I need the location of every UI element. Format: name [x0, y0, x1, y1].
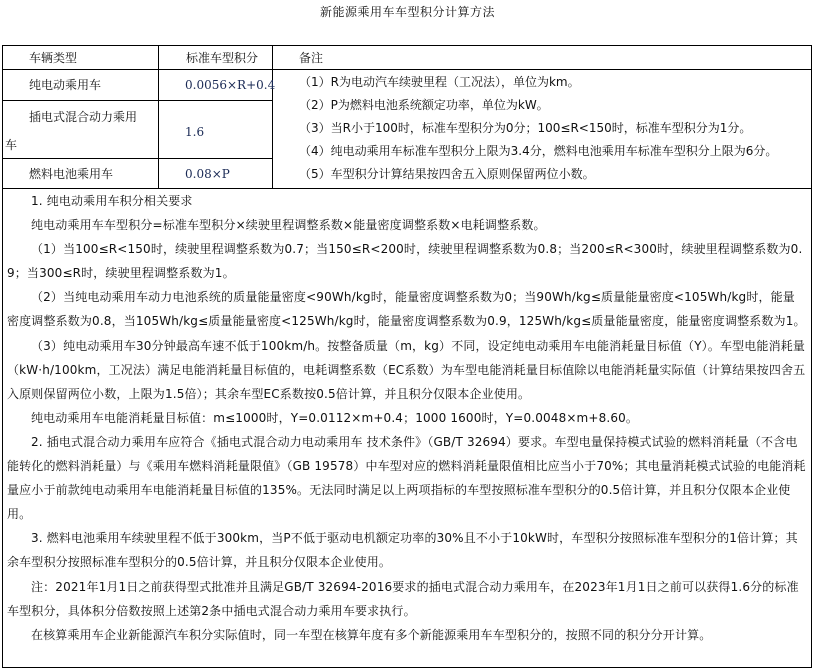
note-2: （2）P为燃料电池系统额定功率，单位为kW。 [299, 98, 549, 112]
details-section [3, 189, 811, 647]
bev-energy-density-coefficient: （2）当纯电动乘用车动力电池系统的质量能量密度<90Wh/kg时，能量密度调整系数为0；当90Wh/kg≤质量能量密度<105Wh/kg时，能量密度调整系数为0.8，当105Wh/kg≤质量能量密度<125Wh/kg时，能量密度调整系数为0.9，125Wh/kg≤质量能量密度，能量密度调整系数为1。 [7, 290, 806, 329]
row-bev-score: 0.0056×R+0.4 [185, 78, 276, 92]
row-phev-type-line2: 车 [5, 138, 18, 152]
header-divider [3, 69, 811, 70]
note-5: （5）车型积分计算结果按四舍五入原则保留两位小数。 [299, 167, 595, 181]
row-phev-score: 1.6 [185, 125, 205, 139]
page-title: 新能源乘用车车型积分计算方法 [319, 5, 495, 19]
column-divider-2 [272, 46, 273, 188]
fcev-requirements: 3. 燃料电池乘用车续驶里程不低于300km，当P不低于驱动电机额定功率的30%且不小于10kW时，车型积分按照标准车型积分的1倍计算；其余车型积分按照标准车型积分的0.5倍计算，并且积分仅限本企业使用。 [7, 531, 798, 570]
bev-score-formula: 纯电动乘用车车型积分=标准车型积分×续驶里程调整系数×能量密度调整系数×电耗调整系数。 [31, 218, 546, 233]
bev-range-coefficient: （1）当100≤R<150时，续驶里程调整系数为0.7；当150≤R<200时，续驶里程调整系数为0.8；当200≤R<300时，续驶里程调整系数为0.9；当300≤R时，续驶里程调整系数为1。 [7, 242, 803, 281]
row-fcev-score: 0.08×P [185, 167, 230, 181]
calculation-note: 在核算乘用车企业新能源汽车积分实际值时，同一车型在核算年度有多个新能源乘用车车型积分的，按照不同的积分分开计算。 [31, 627, 712, 642]
header-remarks: 备注 [299, 51, 324, 65]
note-4: （4）纯电动乘用车标准车型积分上限为3.4分，燃料电池乘用车标准车型积分上限为6分。 [299, 144, 778, 158]
row-phev-type-line1: 插电式混合动力乘用 [29, 110, 138, 124]
phev-requirements: 2. 插电式混合动力乘用车应符合《插电式混合动力电动乘用车 技术条件》（GB/T 32694）要求。车型电量保持模式试验的燃料消耗量（不含电能转化的燃料消耗量）与《乘用车燃料消耗量限值》（GB 19578）中车型对应的燃料消耗量限值相比应当小于70%；其电量消耗模式试验的电能消耗量应小于前款纯电动乘用车电能消耗量目标值的135%。无法同时满足以上两项指标的车型按照标准车型积分的0.5倍计算，并且积分仅限本企业使用。 [7, 434, 806, 522]
phev-transition-note: 注：2021年1月1日之前获得型式批准并且满足GB/T 32694-2016要求的插电式混合动力乘用车，在2023年1月1日之前可以获得1.6分的标准车型积分，具体积分倍数按照上述第2条中插电式混合动力乘用车要求执行。 [7, 579, 799, 618]
row-divider-1 [3, 100, 273, 101]
column-divider-1 [158, 46, 159, 188]
note-1: （1）R为电动汽车续驶里程（工况法），单位为km。 [299, 75, 580, 89]
row-fcev-type: 燃料电池乘用车 [29, 167, 114, 181]
bev-energy-consumption-coefficient: （3）纯电动乘用车30分钟最高车速不低于100km/h。按整备质量（m，kg）不同，设定纯电动乘用车电能消耗量目标值（Y）。车型电能消耗量（kW·h/100km，工况法）满足电能消耗量目标值的，电耗调整系数（EC系数）为车型电能消耗量目标值除以电能消耗量实际值（计算结果按四舍五入原则保留两位小数，上限为1.5倍）；其余车型EC系数按0.5倍计算，并且积分仅限本企业使用。 [7, 338, 806, 401]
bev-consumption-target: 纯电动乘用车电能消耗量目标值：m≤1000时，Y=0.0112×m+0.4；1000 1600时，Y=0.0048×m+8.60。 [31, 410, 639, 425]
bev-requirements-heading: 1. 纯电动乘用车积分相关要求 [31, 194, 193, 208]
row-divider-2 [3, 158, 273, 159]
note-3: （3）当R小于100时，标准车型积分为0分；100≤R<150时，标准车型积分为1分。 [299, 121, 752, 135]
header-vehicle-type: 车辆类型 [29, 51, 78, 65]
header-standard-score: 标准车型积分 [186, 51, 259, 65]
row-bev-type: 纯电动乘用车 [29, 78, 102, 92]
credit-calculation-table [2, 45, 812, 668]
